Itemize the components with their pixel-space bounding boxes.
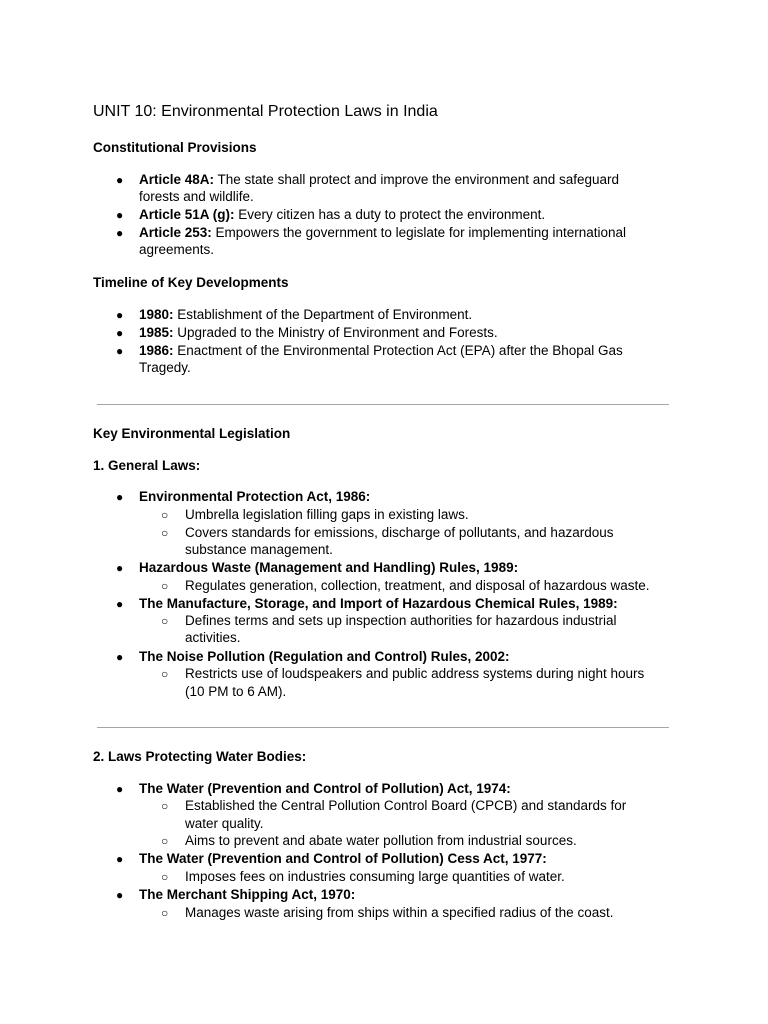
bullet-icon: ● bbox=[116, 173, 124, 187]
sub-bullet-icon: ○ bbox=[161, 799, 169, 813]
sub-list-item-continuation: (10 PM to 6 AM). bbox=[185, 684, 287, 699]
bullet-icon: ● bbox=[116, 490, 124, 504]
bullet-icon: ● bbox=[116, 650, 124, 664]
sub-bullet-icon: ○ bbox=[161, 614, 169, 628]
list-item: Article 48A: The state shall protect and improve the environment and safeguard bbox=[139, 172, 620, 187]
sub-list-item: Restricts use of loudspeakers and public address systems during night hours bbox=[185, 666, 645, 681]
sub-list-item-continuation: activities. bbox=[185, 630, 241, 645]
list-item-continuation: agreements. bbox=[139, 242, 215, 257]
list-item-continuation: forests and wildlife. bbox=[139, 189, 254, 204]
sub-list-item: Umbrella legislation filling gaps in existing laws. bbox=[185, 507, 469, 522]
list-item: Environmental Protection Act, 1986: bbox=[139, 489, 371, 504]
bullet-icon: ● bbox=[116, 597, 124, 611]
sub-list-item-continuation: water quality. bbox=[185, 816, 264, 831]
sub-bullet-icon: ○ bbox=[161, 508, 169, 522]
bullet-icon: ● bbox=[116, 308, 124, 322]
section-heading-timeline: Timeline of Key Developments bbox=[93, 275, 289, 290]
list-item: 1985: Upgraded to the Ministry of Environment and Forests. bbox=[139, 325, 498, 340]
list-item: The Merchant Shipping Act, 1970: bbox=[139, 887, 356, 902]
subsection-heading-water: 2. Laws Protecting Water Bodies: bbox=[93, 749, 307, 764]
sub-bullet-icon: ○ bbox=[161, 834, 169, 848]
bullet-icon: ● bbox=[116, 888, 124, 902]
list-item: 1980: Establishment of the Department of Environment. bbox=[139, 307, 473, 322]
sub-bullet-icon: ○ bbox=[161, 526, 169, 540]
list-item: Article 51A (g): Every citizen has a duty to protect the environment. bbox=[139, 207, 546, 222]
sub-list-item: Regulates generation, collection, treatment, and disposal of hazardous waste. bbox=[185, 578, 650, 593]
sub-list-item: Established the Central Pollution Control Board (CPCB) and standards for bbox=[185, 798, 627, 813]
list-item: The Water (Prevention and Control of Pollution) Act, 1974: bbox=[139, 781, 511, 796]
horizontal-divider bbox=[97, 727, 669, 728]
section-heading-constitutional: Constitutional Provisions bbox=[93, 140, 257, 155]
bullet-icon: ● bbox=[116, 782, 124, 796]
sub-bullet-icon: ○ bbox=[161, 870, 169, 884]
sub-list-item: Imposes fees on industries consuming large quantities of water. bbox=[185, 869, 565, 884]
sub-bullet-icon: ○ bbox=[161, 579, 169, 593]
sub-bullet-icon: ○ bbox=[161, 906, 169, 920]
bullet-icon: ● bbox=[116, 852, 124, 866]
bullet-icon: ● bbox=[116, 226, 124, 240]
sub-list-item: Covers standards for emissions, discharge of pollutants, and hazardous bbox=[185, 525, 614, 540]
horizontal-divider bbox=[97, 404, 669, 405]
bullet-icon: ● bbox=[116, 561, 124, 575]
sub-list-item: Aims to prevent and abate water pollution from industrial sources. bbox=[185, 833, 577, 848]
list-item: The Manufacture, Storage, and Import of Hazardous Chemical Rules, 1989: bbox=[139, 596, 618, 611]
list-item: The Water (Prevention and Control of Pollution) Cess Act, 1977: bbox=[139, 851, 547, 866]
subsection-heading-general: 1. General Laws: bbox=[93, 458, 201, 473]
sub-list-item: Defines terms and sets up inspection authorities for hazardous industrial bbox=[185, 613, 617, 628]
list-item: The Noise Pollution (Regulation and Control) Rules, 2002: bbox=[139, 649, 510, 664]
bullet-icon: ● bbox=[116, 344, 124, 358]
list-item: 1986: Enactment of the Environmental Protection Act (EPA) after the Bhopal Gas bbox=[139, 343, 623, 358]
list-item: Article 253: Empowers the government to legislate for implementing international bbox=[139, 225, 627, 240]
list-item-continuation: Tragedy. bbox=[139, 360, 191, 375]
bullet-icon: ● bbox=[116, 208, 124, 222]
section-heading-legislation: Key Environmental Legislation bbox=[93, 426, 291, 441]
page-title: UNIT 10: Environmental Protection Laws in India bbox=[93, 103, 438, 120]
sub-bullet-icon: ○ bbox=[161, 667, 169, 681]
sub-list-item-continuation: substance management. bbox=[185, 542, 333, 557]
bullet-icon: ● bbox=[116, 326, 124, 340]
sub-list-item: Manages waste arising from ships within a specified radius of the coast. bbox=[185, 905, 614, 920]
list-item: Hazardous Waste (Management and Handling) Rules, 1989: bbox=[139, 560, 519, 575]
